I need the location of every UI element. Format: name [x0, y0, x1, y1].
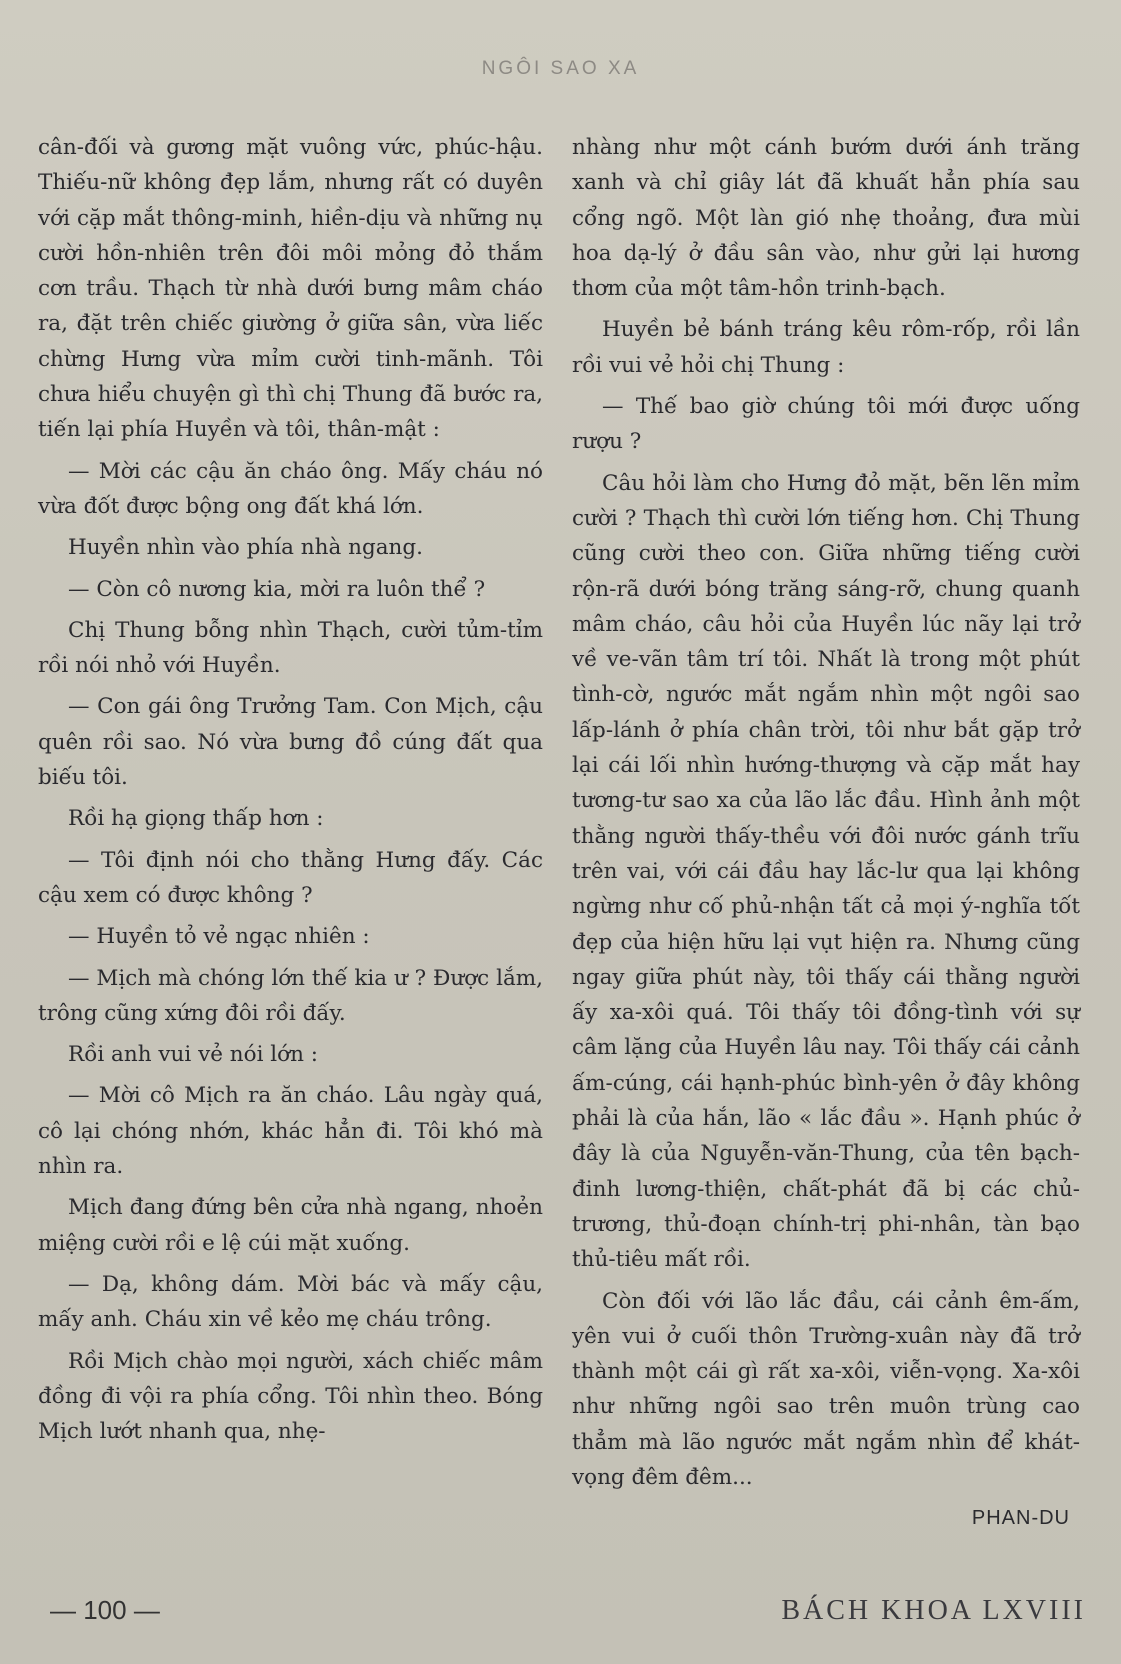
running-title: NGÔI SAO XA — [481, 58, 640, 79]
paragraph: Rồi hạ giọng thấp hơn : — [68, 806, 324, 832]
right-column — [572, 130, 1080, 1543]
left-column — [38, 130, 543, 1455]
paragraph: — Còn cô nương kia, mời ra luôn thể ? — [68, 576, 486, 602]
paragraph: — Mời cô Mịch ra ăn cháo. Lâu ngày quá, cô lại chóng nhớn, khác hẳn đi. Tôi khó mà nhìn ra. — [38, 1083, 543, 1180]
paragraph: — Mời các cậu ăn cháo ông. Mấy cháu nó vừa đốt được bộng ong đất khá lớn. — [38, 458, 543, 519]
page-footer — [0, 1595, 1121, 1635]
page-number: — 100 — — [50, 1595, 160, 1625]
magazine-title: BÁCH KHOA LXVIII — [781, 1595, 1086, 1626]
paragraph: Rồi anh vui vẻ nói lớn : — [68, 1042, 319, 1068]
paragraph: cân-đối và gương mặt vuông vức, phúc-hậu. Thiếu-nữ không đẹp lắm, nhưng rất có duyên với cặp mắt thông-minh, hiền-dịu và những nụ cười hồn-nhiên trên đôi môi mỏng đỏ thắm cơn trầu. Thạch từ nhà dưới bưng mâm cháo ra, đặt trên chiếc giường ở giữa sân, vừa liếc chừng Hưng vừa mỉm cười tinh-mãnh. Tôi chưa hiểu chuyện gì thì chị Thung đã bước ra, tiến lại phía Huyền và tôi, thân-mật : — [38, 135, 543, 443]
paragraph: Câu hỏi làm cho Hưng đỏ mặt, bẽn lẽn mỉm cười ? Thạch thì cười lớn tiếng hơn. Chị Thung cũng cười theo con. Giữa những tiếng cười rộn-rã dưới bóng trăng sáng-rỡ, chung quanh mâm cháo, câu hỏi của Huyền lúc nãy lại trở về ve-vãn tâm trí tôi. Nhất là trong một phút tình-cờ, ngước mắt ngắm nhìn một ngôi sao lấp-lánh ở phía chân trời, tôi như bắt gặp trở lại cái lối nhìn hướng-thượng và cặp mắt hay tương-tư sao xa của lão lắc đầu. Hình ảnh một thằng người thấy-thều với đôi nước gánh trĩu trên vai, với cái đầu hay lắc-lư qua lại không ngừng như cố phủ-nhận tất cả mọi ý-nghĩa tốt đẹp của hiện hữu lại vụt hiện ra. Nhưng cũng ngay giữa phút này, tôi thấy cái thằng người ấy xa-xôi quá. Tôi thấy tôi đồng-tình với sự câm lặng của Huyền lâu nay. Tôi thấy cái cảnh ấm-cúng, cái hạnh-phúc bình-yên ở đây không phải là của hắn, lão « lắc đầu ». Hạnh phúc ở đây là của Nguyễn-văn-Thung, của tên bạch-đinh lương-thiện, chất-phát đã bị các chủ-trương, thủ-đoạn chính-trị phi-nhân, tàn bạo thủ-tiêu mất rồi. — [572, 470, 1080, 1273]
paragraph: — Huyền tỏ vẻ ngạc nhiên : — [68, 924, 370, 950]
paragraph: Chị Thung bỗng nhìn Thạch, cười tủm-tỉm rồi nói nhỏ với Huyền. — [38, 617, 543, 679]
paragraph: — Dạ, không dám. Mời bác và mấy cậu, mấy anh. Cháu xin về kẻo mẹ cháu trông. — [38, 1271, 543, 1333]
paragraph: Còn đối với lão lắc đầu, cái cảnh êm-ấm, yên vui ở cuối thôn Trường-xuân này đã trở thành một cái gì rất xa-xôi, viễn-vọng. Xa-xôi như những ngôi sao trên muôn trùng cao thẳm mà lão ngước mắt ngắm nhìn để khát-vọng đêm đêm... — [572, 1288, 1080, 1490]
paragraph: nhàng như một cánh bướm dưới ánh trăng xanh và chỉ giây lát đã khuất hẳn phía sau cổng ngõ. Một làn gió nhẹ thoảng, đưa mùi hoa dạ-lý ở đầu sân vào, như gửi lại hương thơm của một tâm-hồn trinh-bạch. — [572, 135, 1080, 302]
paragraph: Huyền nhìn vào phía nhà ngang. — [68, 535, 424, 561]
paragraph: — Thế bao giờ chúng tôi mới được uống rượu ? — [572, 394, 1080, 455]
paragraph: Huyền bẻ bánh tráng kêu rôm-rốp, rồi lần rồi vui vẻ hỏi chị Thung : — [572, 317, 1080, 378]
author-signature: PHAN-DU — [971, 1507, 1070, 1530]
paragraph: Rồi Mịch chào mọi người, xách chiếc mâm đồng đi vội ra phía cổng. Tôi nhìn theo. Bóng Mịch lướt nhanh qua, nhẹ- — [38, 1348, 543, 1445]
paragraph: Mịch đang đứng bên cửa nhà ngang, nhoẻn miệng cười rồi e lệ cúi mặt xuống. — [38, 1195, 543, 1256]
paragraph: — Tôi định nói cho thằng Hưng đấy. Các cậu xem có được không ? — [38, 847, 543, 908]
paragraph: — Con gái ông Trưởng Tam. Con Mịch, cậu quên rồi sao. Nó vừa bưng đồ cúng đất qua biếu tôi. — [38, 694, 543, 791]
paragraph: — Mịch mà chóng lớn thế kia ư ? Được lắm, trông cũng xứng đôi rồi đấy. — [38, 965, 543, 1026]
